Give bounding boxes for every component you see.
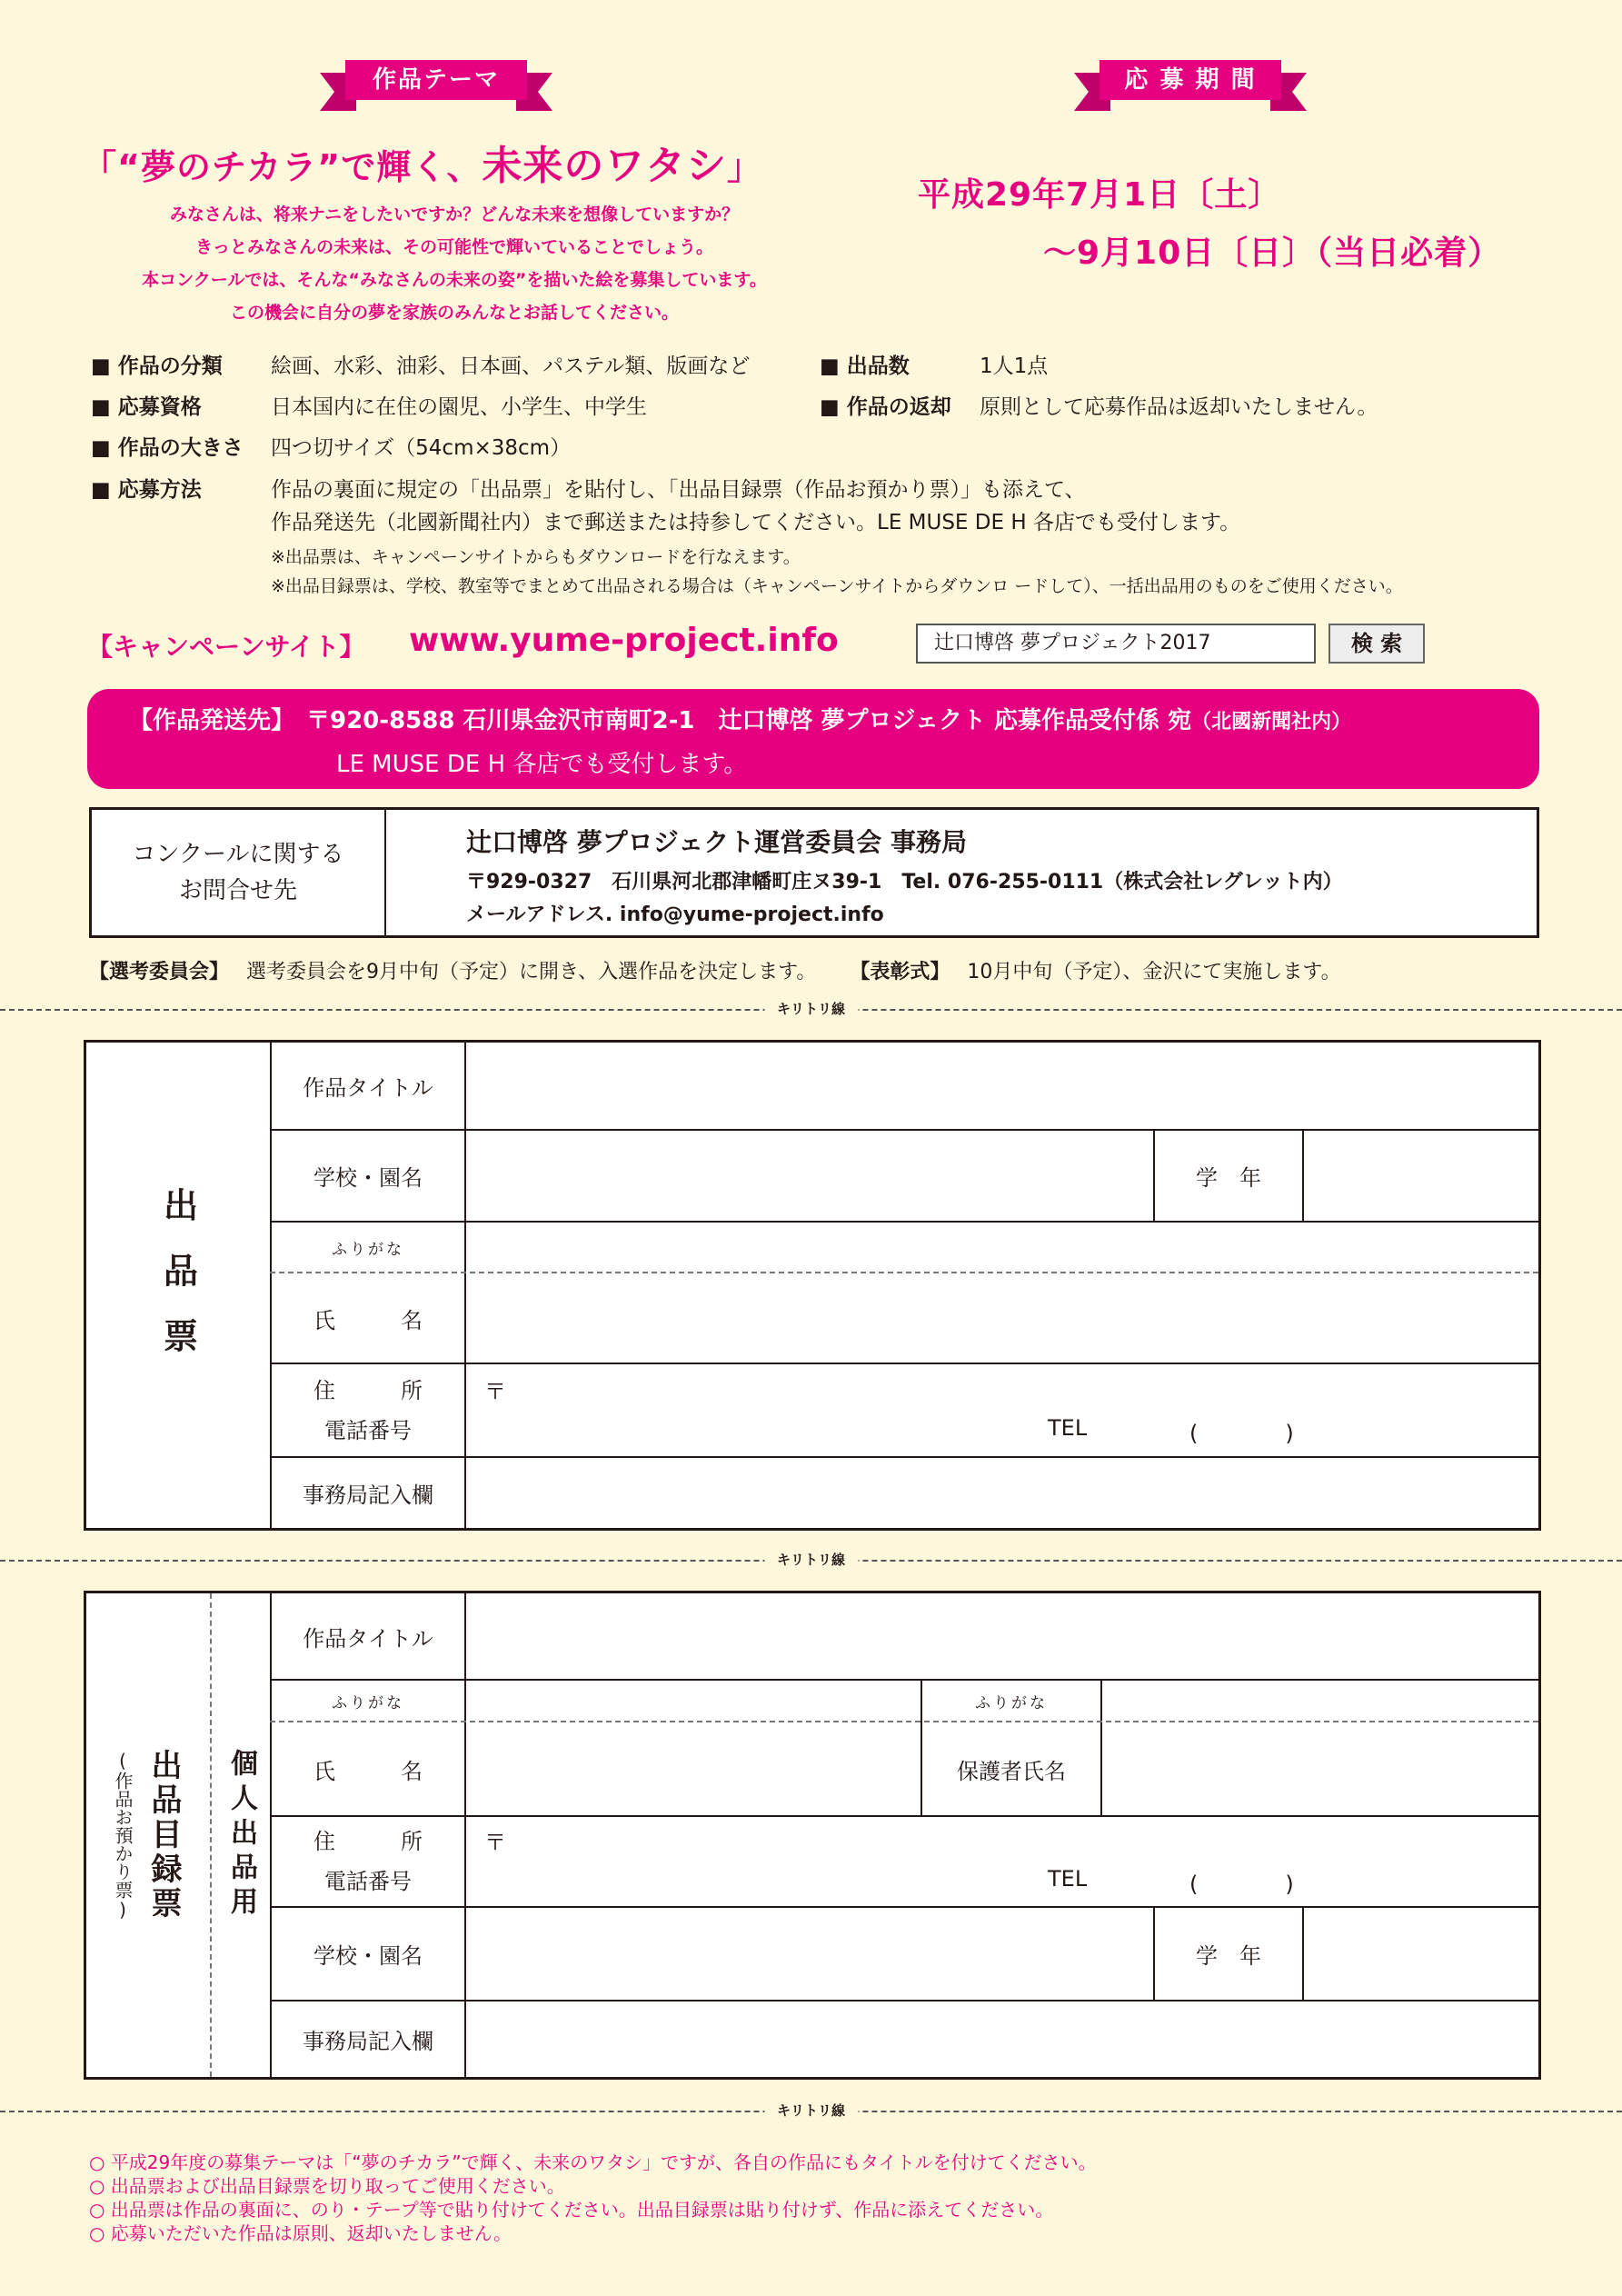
school-label: 学校・園名	[313, 1943, 423, 1969]
school-label: 学校・園名	[313, 1165, 423, 1191]
tel-label: TEL	[1048, 1415, 1088, 1441]
title-label: 作品タイトル	[303, 1625, 433, 1652]
grade-field[interactable]	[1304, 1131, 1538, 1221]
shipping-note: LE MUSE DE H 各店でも受付します。	[336, 751, 748, 778]
title-field[interactable]	[466, 1043, 1538, 1129]
footnote-item: ○ 出品票は作品の裏面に、のり・テープ等で貼り付けてください。出品目録票は貼り付けず、作品に添えてください。	[89, 2199, 1054, 2221]
grade-label: 学 年	[1196, 1165, 1261, 1191]
office-label: 事務局記入欄	[303, 1482, 433, 1508]
address-phone-label: 住 所 電話番号	[313, 1377, 423, 1443]
school-field[interactable]	[466, 1131, 1153, 1221]
cut-line: キリトリ線	[0, 1000, 1622, 1018]
footnotes	[89, 2151, 1543, 2245]
period-ribbon	[1100, 60, 1281, 111]
contact-label: コンクールに関する お問合せ先	[132, 841, 344, 904]
catalog-form-side-label: 出品目録票 (作品お預かり票)	[112, 1749, 182, 1922]
catalog-form	[84, 1591, 1541, 2080]
requirement-count: ■ 出品数 1人1点	[820, 354, 1049, 378]
tel-label: TEL	[1048, 1866, 1088, 1892]
footnote-item: ○ 出品票および出品目録票を切り取ってご使用ください。	[89, 2175, 565, 2197]
address-field[interactable]	[466, 1817, 1538, 1906]
tel-paren: ( )	[1189, 1872, 1294, 1897]
address-phone-label: 住 所 電話番号	[313, 1829, 423, 1894]
requirement-method: ■ 応募方法 作品の裏面に規定の「出品票」を貼付し、「出品目録票（作品お預かり票）」も添えて、 作品発送先（北國新聞社内）まで郵送または持参してください。LE MUSE DE H 各店でも受付します。 ※出品票は、キャンペーンサイトからもダウンロードを行なえます。 ※出品目録票は、学校、教室等でまとめて出品される場合は（キャンペーンサイトからダウンロ ードして）、一括出品用のものをご使用ください。	[91, 478, 1403, 596]
requirement-return: ■ 作品の返却 原則として応募作品は返却いたしません。	[820, 395, 1378, 419]
office-label: 事務局記入欄	[303, 2029, 433, 2054]
grade-label: 学 年	[1196, 1943, 1261, 1969]
requirement-classification: ■ 作品の分類 絵画、水彩、油彩、日本画、パステル類、版画など	[91, 354, 751, 378]
contact-address: 〒929-0327 石川県河北郡津幡町庄ヌ39-1 Tel. 076-255-0111（株式会社レグレット内）	[466, 871, 1343, 893]
campaign-url[interactable]: www.yume-project.info	[409, 622, 839, 659]
period-start: 平成29年7月1日〔土〕	[918, 176, 1282, 214]
entry-form-side-label: 出品票	[157, 1187, 198, 1383]
requirement-eligibility: ■ 応募資格 日本国内に在住の園児、小学生、中学生	[91, 395, 647, 419]
office-field	[466, 2002, 1538, 2077]
grade-field[interactable]	[1304, 1908, 1538, 2000]
tel-paren: ( )	[1189, 1421, 1294, 1446]
contact-email[interactable]: メールアドレス. info@yume-project.info	[466, 903, 884, 926]
guardian-furigana-field[interactable]	[1102, 1681, 1538, 1721]
search-button[interactable]: 検 索	[1328, 624, 1425, 664]
period-end: ～9月10日〔日〕（当日必着）	[1043, 235, 1502, 272]
office-field	[466, 1458, 1538, 1528]
period-ribbon-label: 応 募 期 間	[1100, 60, 1281, 100]
shipping-banner	[87, 689, 1539, 789]
name-label: 氏 名	[313, 1307, 423, 1333]
guardian-furigana-label: ふりがな	[975, 1693, 1048, 1712]
theme-intro: みなさんは、将来ナニをしたいですか？どんな未来を想像していますか？ きっとみなさんの未来は、その可能性で輝いていることでしょう。 本コンクールでは、そんな“みなさんの未来の姿”を描いた絵を募集しています。 この機会に自分の夢を家族のみんなとお話してください。	[142, 205, 767, 323]
name-field[interactable]	[466, 1722, 920, 1815]
selection-info: 【選考委員会】 選考委員会を9月中旬（予定）に開き、入選作品を決定します。 【表彰式】 10月中旬（予定）、金沢にて実施します。	[89, 961, 1341, 983]
search-input[interactable]: 辻口博啓 夢プロジェクト2017	[916, 624, 1316, 664]
postal-mark: 〒	[484, 1379, 506, 1404]
title-label: 作品タイトル	[303, 1075, 433, 1101]
theme-ribbon	[345, 60, 527, 111]
contact-box	[89, 807, 1539, 938]
guardian-name-field[interactable]	[1102, 1722, 1538, 1815]
address-field[interactable]	[466, 1364, 1538, 1456]
cut-line: キリトリ線	[0, 1551, 1622, 1569]
requirement-size: ■ 作品の大きさ 四つ切サイズ（54cm×38cm）	[91, 436, 572, 460]
furigana-label: ふりがな	[332, 1693, 404, 1712]
school-field[interactable]	[466, 1908, 1153, 2000]
title-field[interactable]	[466, 1593, 1538, 1679]
furigana-field[interactable]	[466, 1681, 920, 1721]
name-label: 氏 名	[313, 1758, 423, 1784]
theme-ribbon-label: 作品テーマ	[345, 60, 527, 100]
postal-mark: 〒	[484, 1830, 506, 1855]
name-field[interactable]	[466, 1273, 1538, 1363]
entry-form	[84, 1040, 1541, 1531]
furigana-label: ふりがな	[332, 1240, 404, 1259]
campaign-label: 【キャンペーンサイト】	[87, 632, 365, 662]
cut-line: キリトリ線	[0, 2101, 1622, 2120]
theme-title: 「“夢のチカラ”で輝く、未来のワタシ」	[82, 143, 763, 189]
guardian-name-label: 保護者氏名	[957, 1758, 1066, 1784]
footnote-item: ○ 平成29年度の募集テーマは「“夢のチカラ”で輝く、未来のワタシ」ですが、各自の作品にもタイトルを付けてください。	[89, 2151, 1097, 2173]
footnote-item: ○ 応募いただいた作品は原則、返却いたしません。	[89, 2222, 512, 2244]
contact-name: 辻口博啓 夢プロジェクト運営委員会 事務局	[466, 827, 967, 857]
individual-label: 個人出品用	[225, 1749, 257, 1922]
furigana-field[interactable]	[466, 1223, 1538, 1272]
shipping-address: 【作品発送先】 〒920-8588 石川県金沢市南町2-1 辻口博啓 夢プロジェクト 応募作品受付係 宛（北國新聞社内）	[129, 707, 1352, 734]
